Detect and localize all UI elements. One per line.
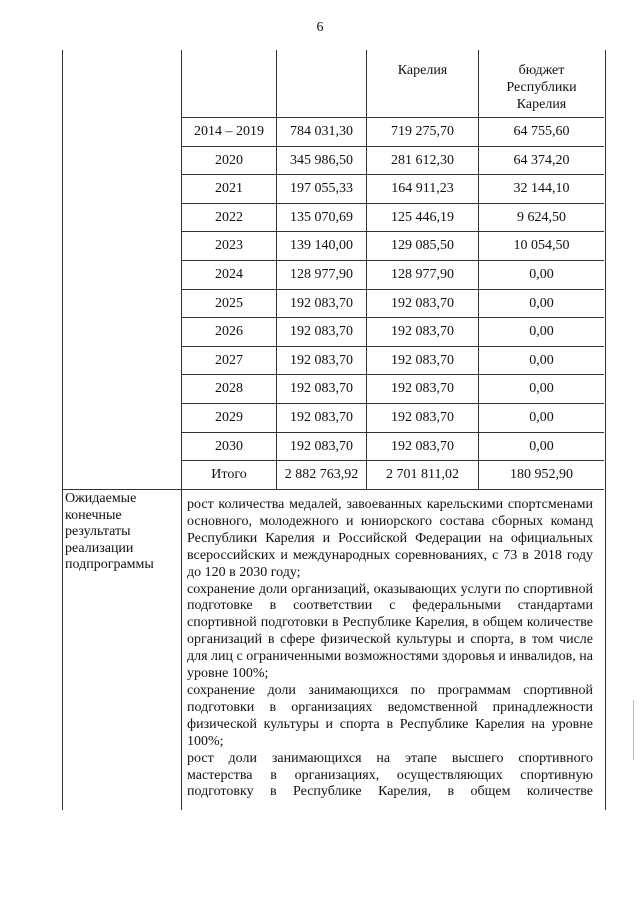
table-cell-period: 2021 [215,181,243,197]
table-cell-period: 2025 [215,295,243,311]
results-label-line: подпрограммы [65,557,154,572]
table-cell-total: 192 083,70 [290,324,353,340]
row-border [181,231,604,232]
table-cell-regional: 2 701 811,02 [386,467,459,483]
row-border [181,174,604,175]
table-cell-federal: 0,00 [529,267,554,282]
row-border [181,260,604,261]
table-cell-period: 2014 – 2019 [194,124,264,139]
results-label-line: реализации [65,540,134,556]
row-border [181,117,604,118]
table-cell-total: 345 986,50 [290,152,353,168]
table-cell-federal: 0,00 [529,295,554,311]
table-cell-period: 2029 [215,410,243,425]
table-cell-federal: 32 144,10 [513,181,570,197]
table-cell-period: 2020 [215,152,243,168]
table-cell-regional: 281 612,30 [391,152,454,168]
row-border [181,317,604,318]
row-border [181,460,604,461]
results-label [65,491,181,574]
results-label-line: результаты [65,524,131,539]
table-cell-total: 135 070,69 [290,209,353,225]
table-cell-federal: 64 755,60 [513,124,570,139]
header-col4-line2: Республики [506,80,577,95]
header-col4-line3: Карелия [516,97,567,112]
table-cell-federal: 180 952,90 [510,467,573,483]
table-cell-regional: 125 446,19 [391,209,454,225]
scan-artifact [633,700,634,760]
table-cell-federal: 0,00 [529,410,554,425]
row-border [181,432,604,433]
table-cell-federal: 10 054,50 [513,238,570,254]
table-cell-total: 128 977,90 [290,267,353,282]
table-cell-regional: 719 275,70 [391,124,454,139]
results-label-line: Ожидаемые [65,491,137,506]
table-cell-period: 2022 [215,209,243,225]
table-cell-total: 192 083,70 [290,352,353,368]
table-cell-regional: 192 083,70 [391,438,454,454]
section-divider [62,489,604,490]
table-cell-regional: 192 083,70 [391,295,454,311]
table-cell-regional: 192 083,70 [391,410,454,425]
results-paragraph: сохранение доли организаций, оказывающих услуги по спортивной подготовке в соответствии с федеральными стандартами спортивной подготовки в Республике Карелия, в общем количестве организаций в сфере физической культуры и спорта, в том числе для лиц с ограниченными возможностями здоровья и инвалидов, на уровне 100%; [187,581,593,682]
table-cell-federal: 0,00 [529,352,554,368]
results-paragraph: рост доли занимающихся на этапе высшего спортивного мастерства в организациях, осуществляющих спортивную подготовку в Республике Карелия, в общем количестве [187,750,593,800]
table-cell-total: 139 140,00 [290,238,353,254]
table-cell-federal: 0,00 [529,438,554,454]
table-cell-period: 2028 [215,381,243,397]
results-paragraph: сохранение доли занимающихся по программам спортивной подготовки в организациях ведомственной принадлежности физической культуры и спорта в Республике Карелия на уровне 100%; [187,682,593,749]
results-paragraph: рост количества медалей, завоеванных карельскими спортсменами основного, молодежного и юниорского состава сборных команд Республики Карелия и Российской Федерации на официальных всероссийских и международных соревнованиях, с 73 в 2018 году до 120 в 2030 году; [187,497,593,580]
table-cell-period: 2027 [215,352,243,368]
table-cell-regional: 128 977,90 [391,267,454,282]
table-cell-federal: 0,00 [529,324,554,340]
table-cell-period: 2026 [215,324,243,340]
row-border [181,374,604,375]
results-text [187,497,593,801]
table-cell-federal: 0,00 [529,381,554,397]
table-cell-federal: 9 624,50 [517,209,566,225]
table-cell-total: 192 083,70 [290,295,353,311]
row-border [181,346,604,347]
table-cell-regional: 192 083,70 [391,352,454,368]
table-cell-total: 197 055,33 [290,181,353,197]
table-cell-regional: 192 083,70 [391,381,454,397]
table-cell-period: 2023 [215,238,243,254]
table-cell-period: Итого [211,467,247,483]
row-border [181,289,604,290]
table-cell-period: 2024 [215,267,243,282]
table-cell-regional: 192 083,70 [391,324,454,340]
header-col4-line1: бюджет [518,63,565,78]
results-label-line: конечные [65,507,122,523]
row-border [181,146,604,147]
header-col3: Карелия [397,63,448,78]
table-cell-regional: 129 085,50 [391,238,454,254]
row-border [181,203,604,204]
page-number: 6 [316,20,324,35]
table-cell-period: 2030 [215,438,243,454]
table-cell-total: 192 083,70 [290,410,353,425]
row-border [181,403,604,404]
table-cell-total: 784 031,30 [290,124,353,139]
table-cell-total: 192 083,70 [290,381,353,397]
table-cell-federal: 64 374,20 [513,152,570,168]
table-cell-total: 2 882 763,92 [284,467,359,483]
table-cell-regional: 164 911,23 [391,181,454,197]
table-cell-total: 192 083,70 [290,438,353,454]
